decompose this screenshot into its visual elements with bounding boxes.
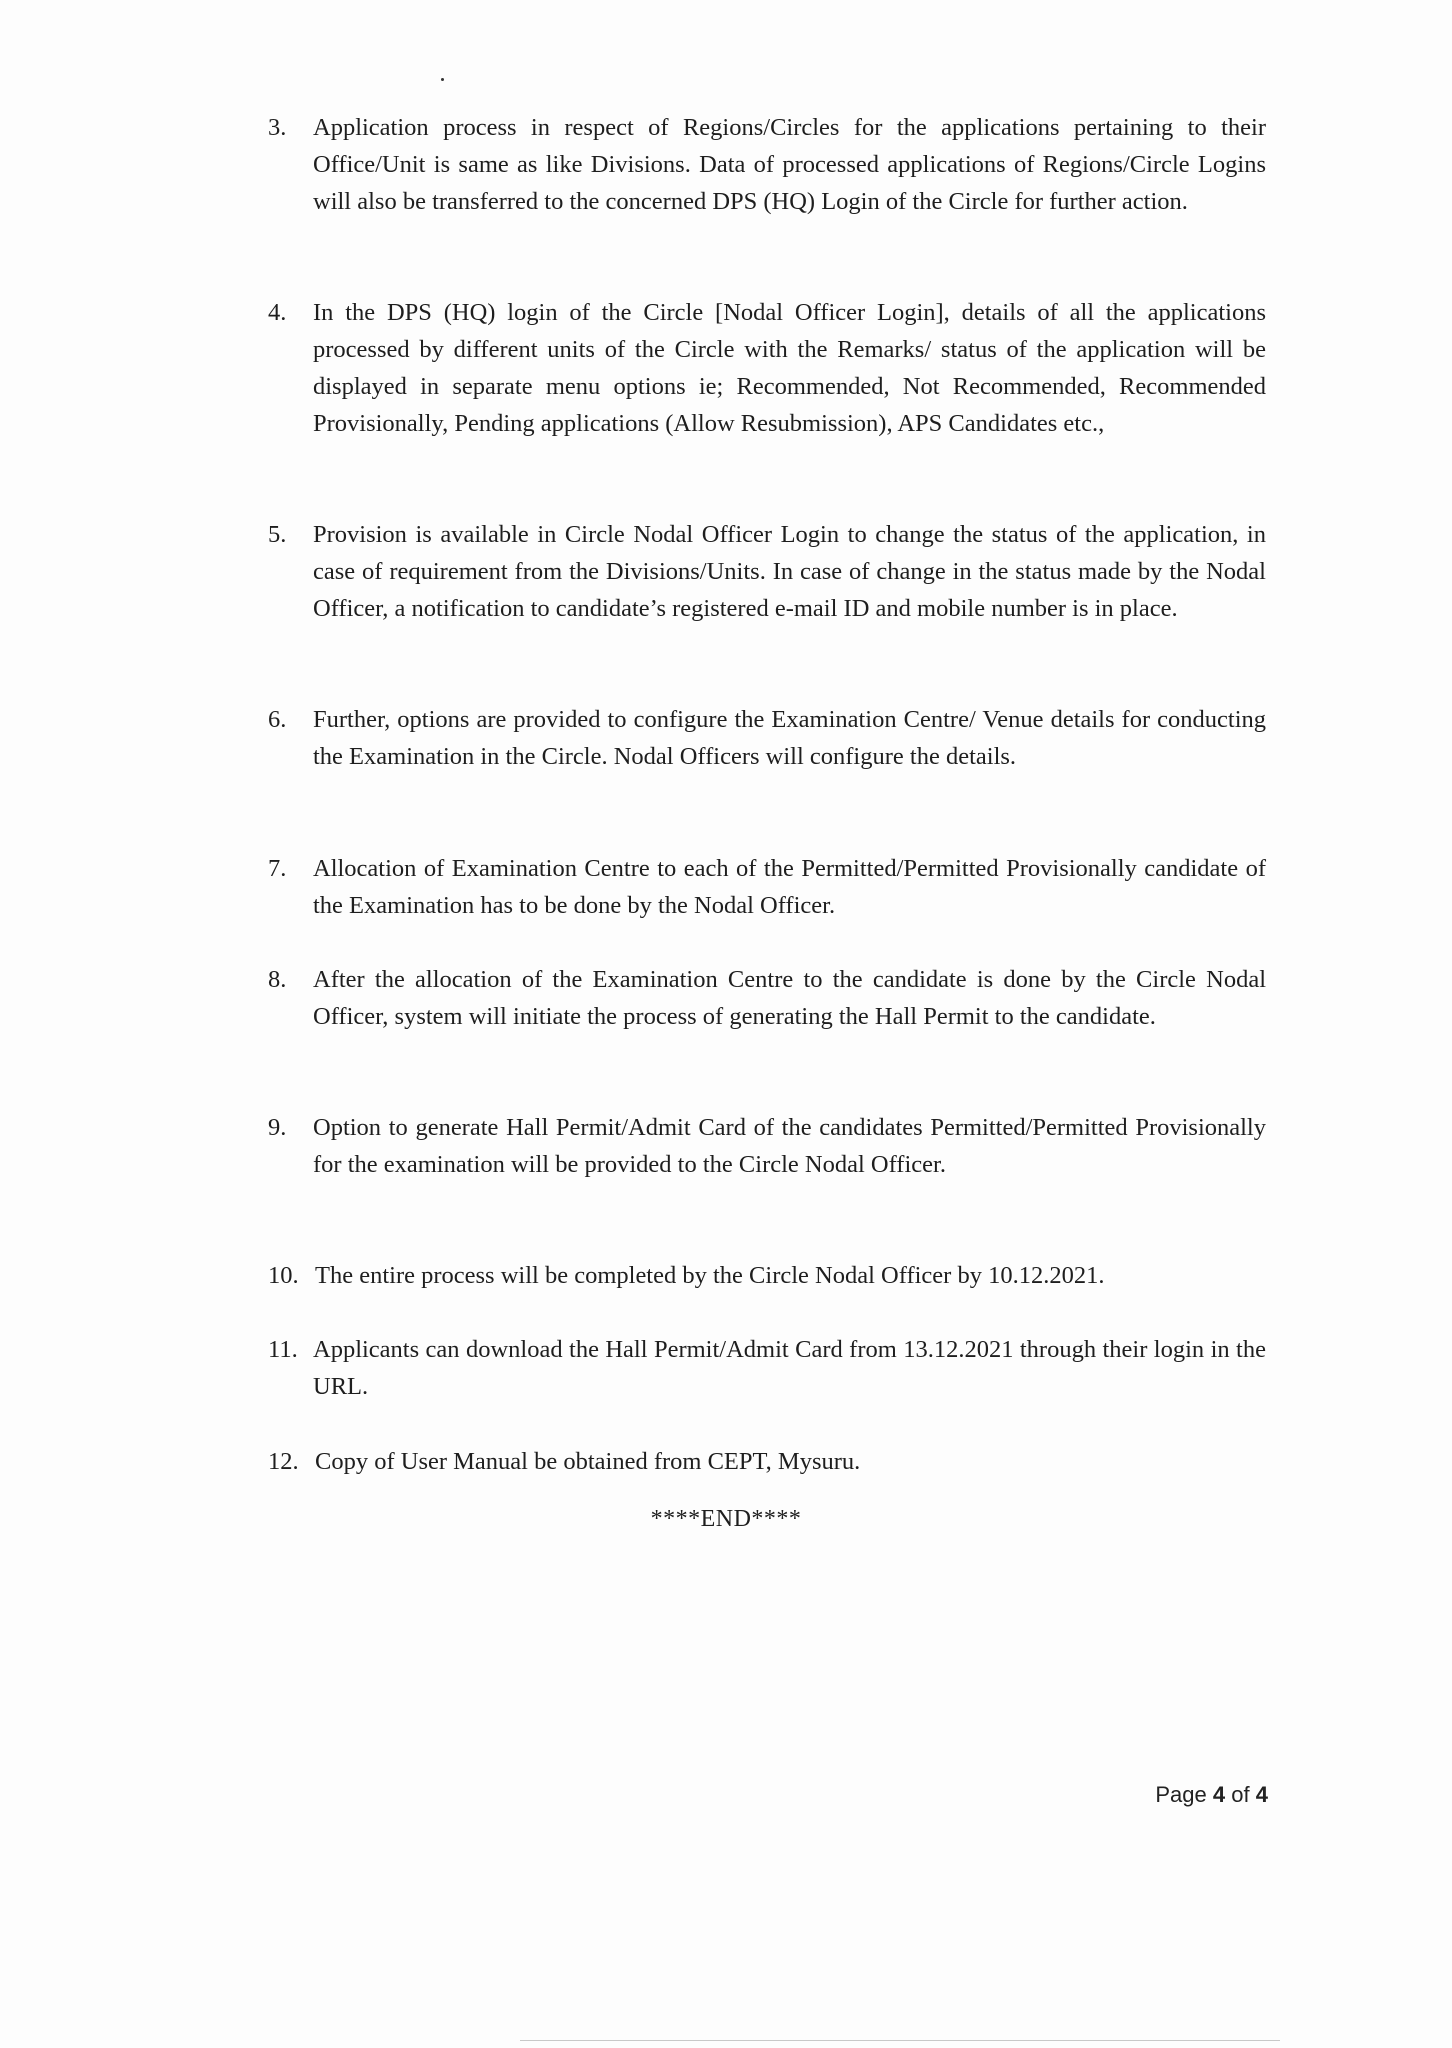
item-number: 7. bbox=[268, 855, 287, 882]
current-page: 4 bbox=[1212, 1782, 1226, 1807]
list-item-7 bbox=[268, 850, 1266, 924]
list-item-8 bbox=[268, 961, 1266, 1035]
item-number: 8. bbox=[268, 966, 287, 993]
scan-speck bbox=[441, 78, 444, 81]
list-item-12 bbox=[268, 1443, 1266, 1480]
item-text: Application process in respect of Regions/Circles for the applications pertaining to their Office/Unit is same as like Divisions. Data of processed applications of Regions/Circle Logins will also be transferred to the concerned DPS (HQ) Login of the Circle for further action. bbox=[313, 114, 1266, 215]
total-pages: 4 bbox=[1255, 1782, 1268, 1807]
item-text: Allocation of Examination Centre to each of the Permitted/Permitted Provisionally candidate of the Examination has to be done by the Nodal Officer. bbox=[313, 855, 1266, 919]
page-number bbox=[1155, 1782, 1268, 1808]
item-number: 4. bbox=[268, 299, 287, 326]
item-text: Applicants can download the Hall Permit/Admit Card from 13.12.2021 through their login in the URL. bbox=[313, 1336, 1266, 1400]
page-word: Page bbox=[1155, 1782, 1207, 1807]
list-item-9 bbox=[268, 1109, 1266, 1183]
item-text: Provision is available in Circle Nodal Officer Login to change the status of the application, in case of requirement from the Divisions/Units. In case of change in the status made by the Nodal Officer, a notification to candidate’s registered e-mail ID and mobile number is in place. bbox=[313, 521, 1266, 622]
item-number: 11. bbox=[268, 1336, 298, 1363]
list-item-11 bbox=[268, 1331, 1266, 1405]
end-marker: ****END**** bbox=[650, 1506, 802, 1532]
list-item-3 bbox=[268, 109, 1266, 220]
scan-edge-line bbox=[520, 2040, 1280, 2041]
item-text: In the DPS (HQ) login of the Circle [Nodal Officer Login], details of all the applications processed by different units of the Circle with the Remarks/ status of the application will be displayed in separate menu options ie; Recommended, Not Recommended, Recommended Provisionally, Pending applications (Allow Resubmission), APS Candidates etc., bbox=[313, 299, 1266, 437]
item-number: 3. bbox=[268, 114, 287, 141]
item-text: Copy of User Manual be obtained from CEPT, Mysuru. bbox=[315, 1448, 861, 1475]
item-text: The entire process will be completed by the Circle Nodal Officer by 10.12.2021. bbox=[315, 1262, 1105, 1289]
item-number: 6. bbox=[268, 706, 287, 733]
item-text: Further, options are provided to configure the Examination Centre/ Venue details for conducting the Examination in the Circle. Nodal Officers will configure the details. bbox=[313, 706, 1266, 770]
list-item-6 bbox=[268, 701, 1266, 775]
of-word: of bbox=[1231, 1782, 1250, 1807]
item-number: 9. bbox=[268, 1114, 287, 1141]
item-number: 12. bbox=[268, 1448, 299, 1475]
list-item-10 bbox=[268, 1257, 1266, 1294]
item-text: After the allocation of the Examination Centre to the candidate is done by the Circle Nodal Officer, system will initiate the process of generating the Hall Permit to the candidate. bbox=[313, 966, 1266, 1030]
list-item-4 bbox=[268, 294, 1266, 442]
item-number: 5. bbox=[268, 521, 287, 548]
list-item-5 bbox=[268, 516, 1266, 627]
item-number: 10. bbox=[268, 1262, 299, 1289]
item-text: Option to generate Hall Permit/Admit Card of the candidates Permitted/Permitted Provisionally for the examination will be provided to the Circle Nodal Officer. bbox=[313, 1114, 1266, 1178]
